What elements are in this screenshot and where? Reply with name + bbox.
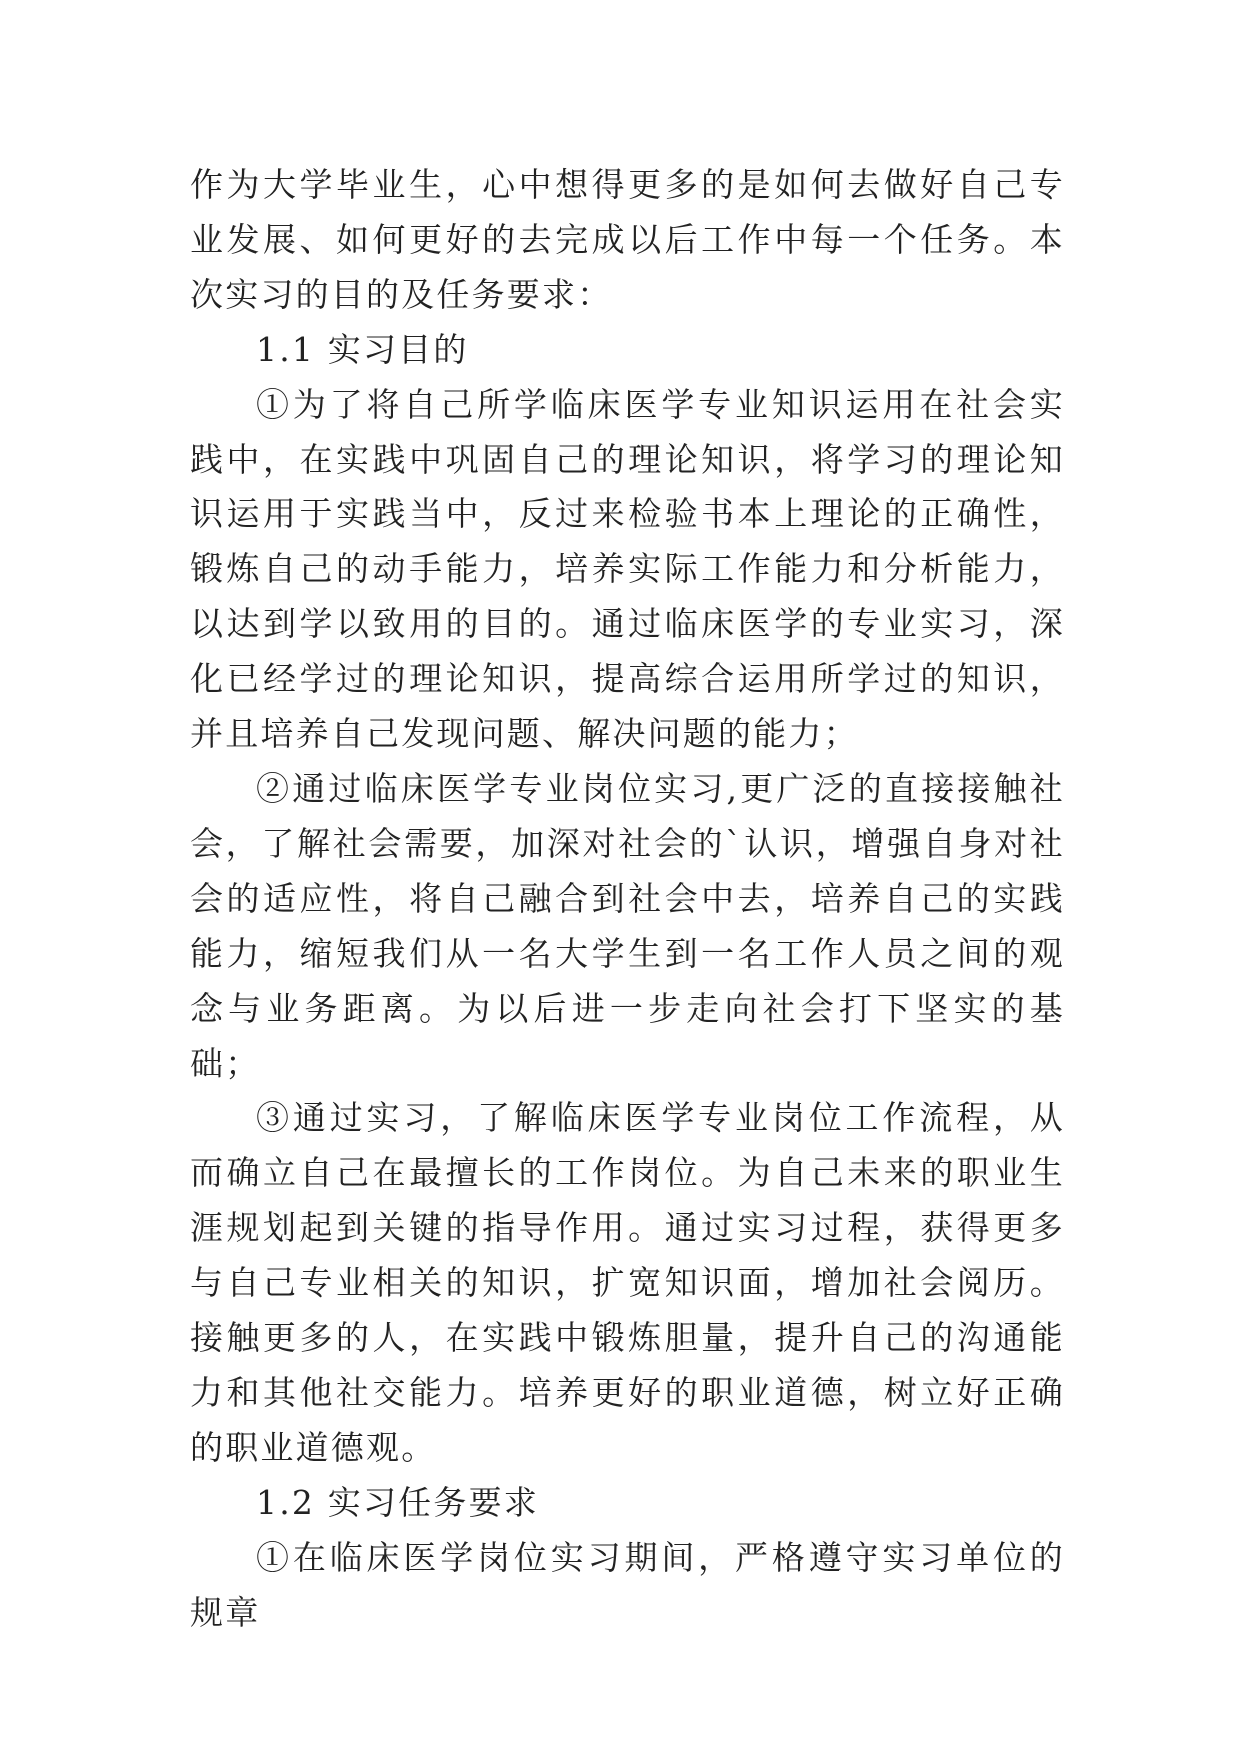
section-heading-purpose: 1.1 实习目的 (256, 329, 469, 369)
purpose-paragraph-1: ①为了将自己所学临床医学专业知识运用在社会实践中，在实践中巩固自己的理论知识，将学习的理论知识运用于实践当中，反过来检验书本上理论的正确性，锻炼自己的动手能力，培养实际工作能力和分析能力，以达到学以致用的目的。通过临床医学的专业实习，深化已经学过的理论知识，提高综合运用所学过的知识，并且培养自己发现问题、解决问题的能力； (190, 384, 1065, 754)
purpose-paragraph-2: ②通过临床医学专业岗位实习,更广泛的直接接触社会，了解社会需要，加深对社会的`认识，增强自身对社会的适应性，将自己融合到社会中去，培养自己的实践能力，缩短我们从一名大学生到一名工作人员之间的观念与业务距离。为以后进一步走向社会打下坚实的基础； (190, 768, 1065, 1083)
purpose-paragraph-3: ③通过实习，了解临床医学专业岗位工作流程，从而确立自己在最擅长的工作岗位。为自己未来的职业生涯规划起到关键的指导作用。通过实习过程，获得更多与自己专业相关的知识，扩宽知识面，增加社会阅历。接触更多的人，在实践中锻炼胆量，提升自己的沟通能力和其他社交能力。培养更好的职业道德，树立好正确的职业道德观。 (190, 1098, 1065, 1467)
intro-paragraph: 作为大学毕业生，心中想得更多的是如何去做好自己专业发展、如何更好的去完成以后工作中每一个任务。本次实习的目的及任务要求： (190, 165, 1065, 314)
requirement-paragraph-1: ①在临床医学岗位实习期间，严格遵守实习单位的规章 (190, 1537, 1065, 1632)
section-heading-requirements: 1.2 实习任务要求 (256, 1482, 539, 1522)
document-body (190, 158, 1065, 1640)
